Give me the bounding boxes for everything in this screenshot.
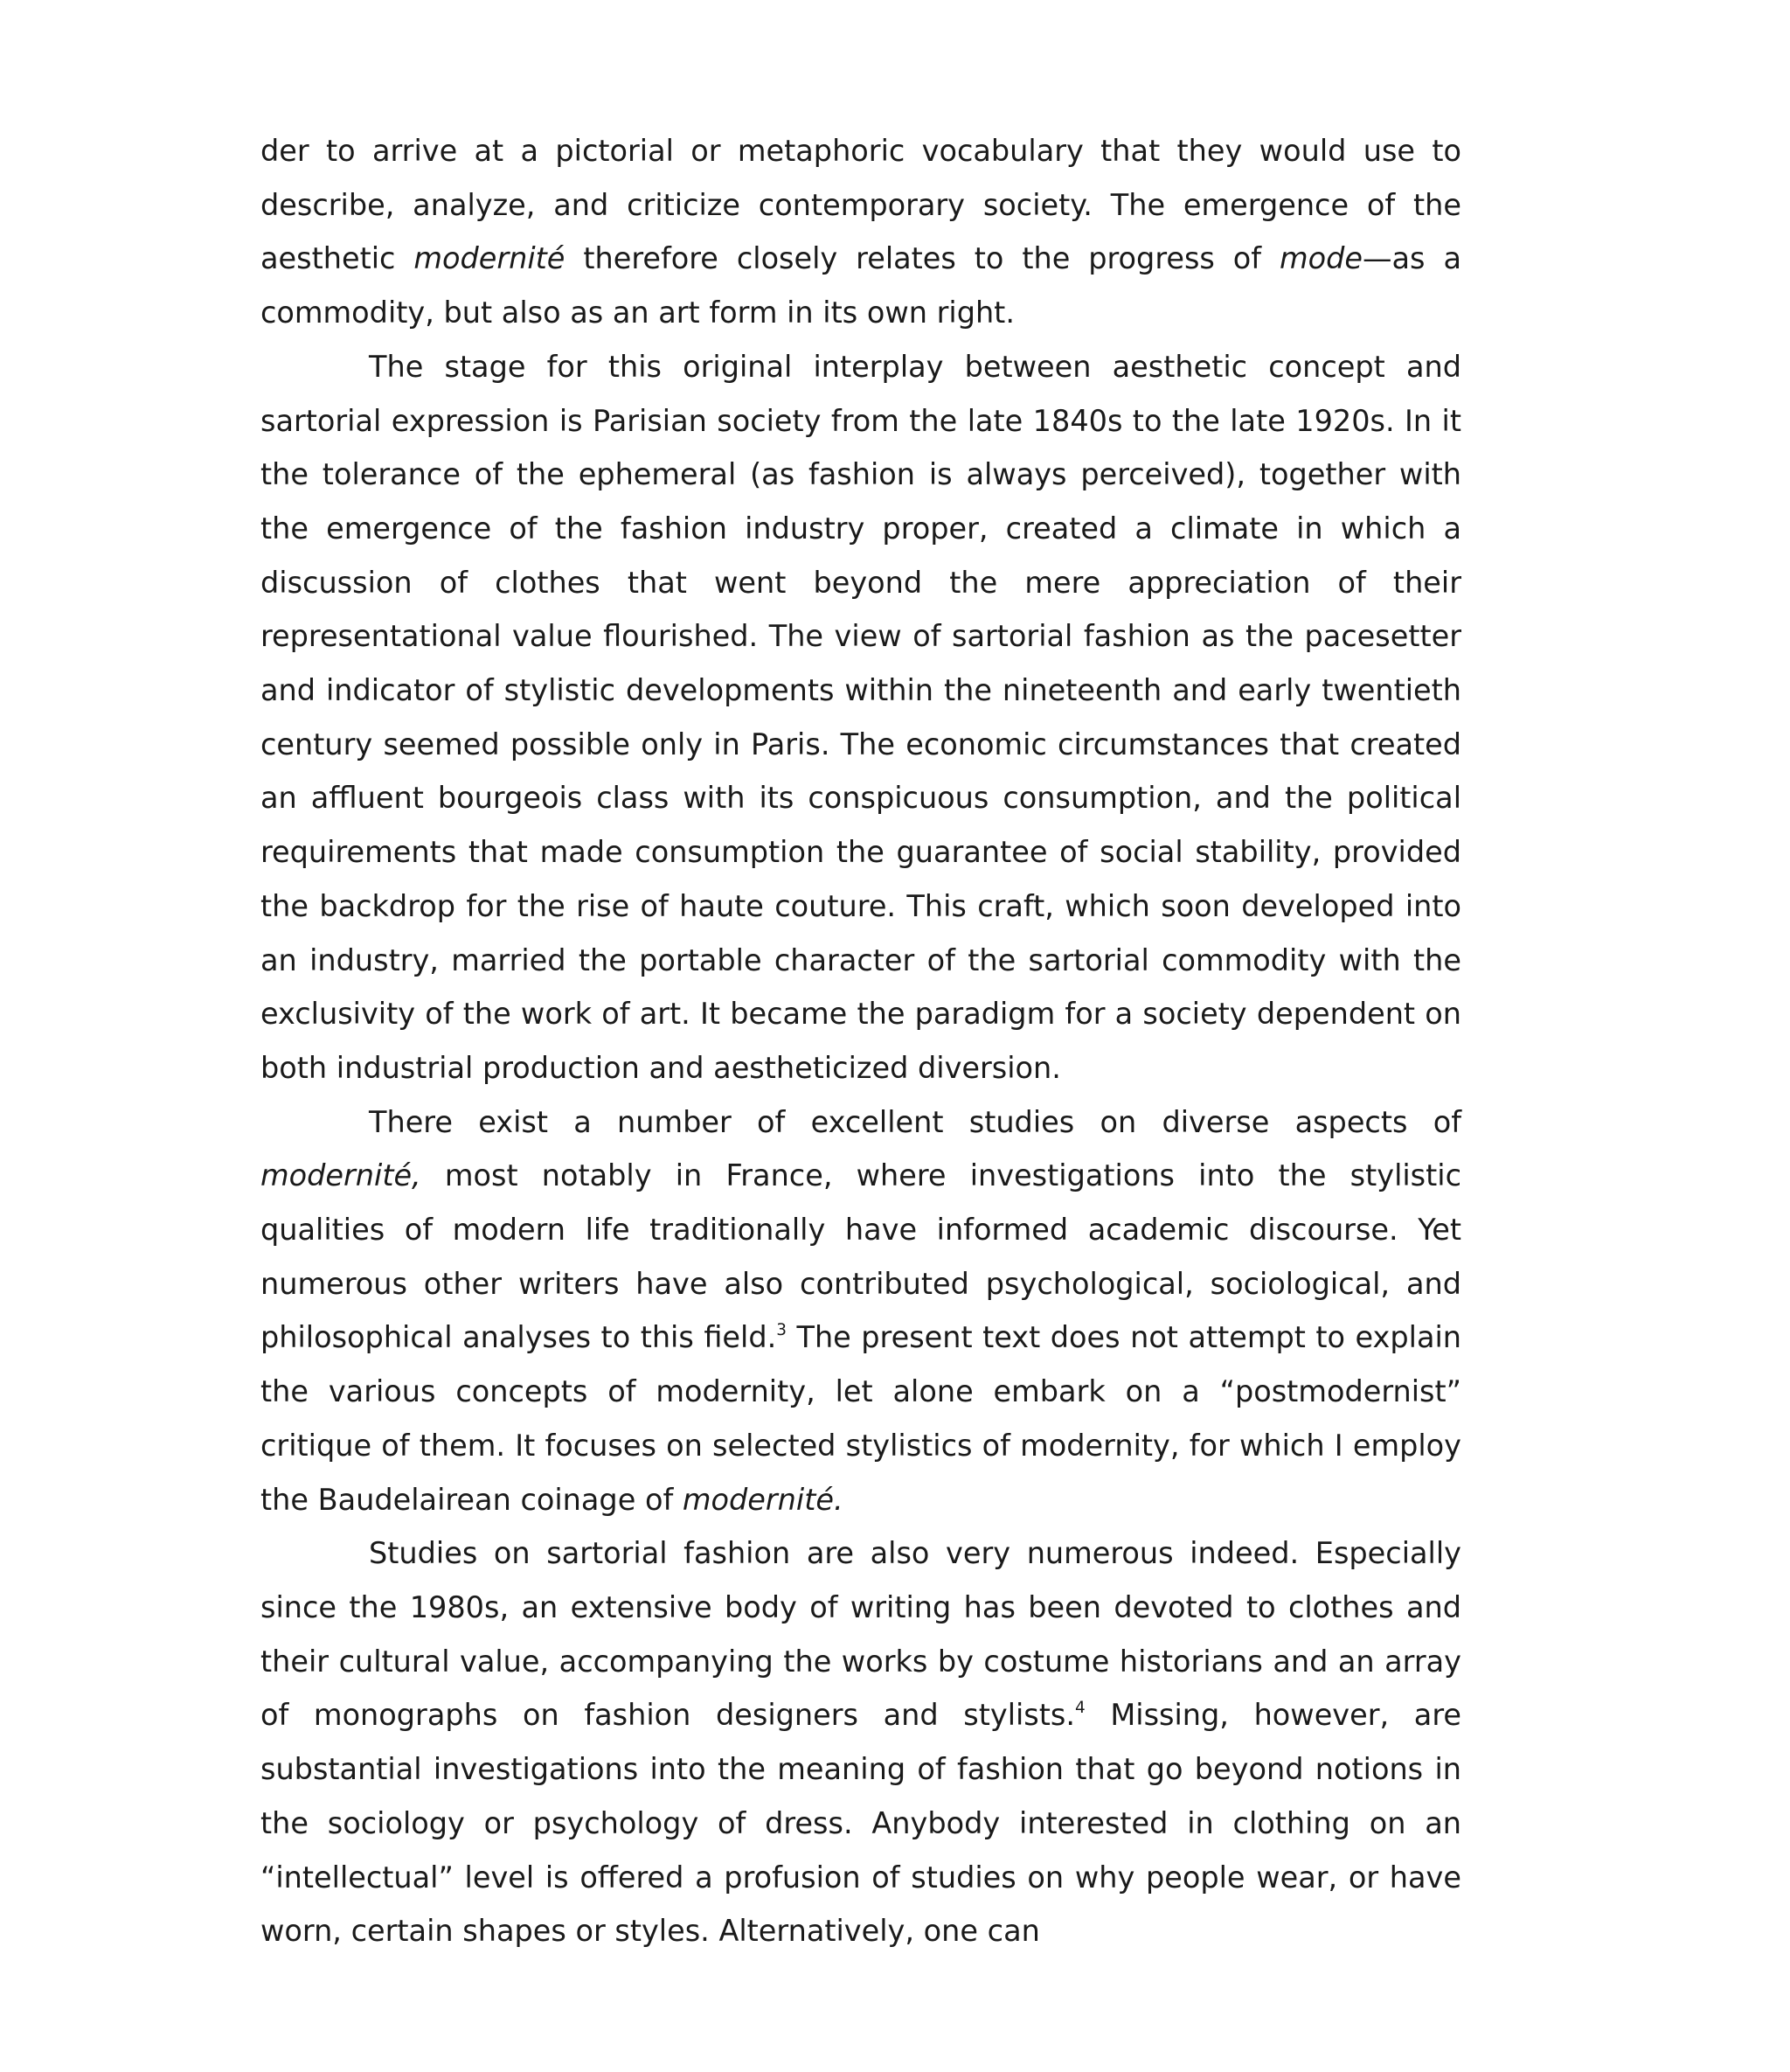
italic-term: mode	[1280, 241, 1363, 276]
paragraph-4	[260, 1526, 1461, 1958]
paragraph-3	[260, 1095, 1461, 1527]
text-run: Missing, however, are substantial investigations into the meaning of fashion that go beyond notions in the sociology or psychology of dress. Anybody interested in clothing on an “intellectual” level is offered a profusion of studies on why people wear, or have worn, certain shapes or styles. Alternatively, one can	[260, 1698, 1461, 1949]
text-run: The present text does not attempt to explain the various concepts of modernity, let alone embark on a “postmodernist” critique of them. It focuses on selected stylistics of modernity, for which I employ the Baudelairean coinage of	[260, 1320, 1462, 1517]
italic-term: modernité,	[260, 1158, 421, 1193]
text-run: der to arrive at a pictorial or metaphoric vocabulary that they would use to describe, analyze, and criticize contemporary society. The emergence of the aesthetic	[260, 134, 1461, 276]
text-run: Studies on sartorial fashion are also very numerous indeed. Especially since the 1980s, an extensive body of writing has been devoted to clothes and their cultural value, accompanying the works by costume historians and an array of monographs on fashion designers and stylists.	[260, 1536, 1461, 1733]
paragraph-1	[260, 124, 1461, 340]
text-run: therefore closely relates to the progress of	[565, 241, 1280, 276]
paragraph-2	[260, 340, 1461, 1095]
italic-term: modernité.	[682, 1482, 843, 1517]
text-run: The stage for this original interplay between aesthetic concept and sartorial expression is Parisian society from the late 1840s to the late 1920s. In it the tolerance of the ephemeral (as fashion is always perceived), together with the emergence of the fashion industry proper, created a climate in which a discussion of clothes that went beyond the mere appreciation of their representational value flourished. The view of sartorial fashion as the pacesetter and indicator of stylistic developments within the nineteenth and early twentieth century seemed possible only in Paris. The economic circumstances that created an affluent bourgeois class with its conspicuous consumption, and the political requirements that made consumption the guarantee of social stability, provided the backdrop for the rise of haute couture. This craft, which soon developed into an industry, married the portable character of the sartorial commodity with the exclusivity of the work of art. It became the paradigm for a society dependent on both industrial production and aestheticized diversion.	[260, 349, 1461, 1085]
text-run: There exist a number of excellent studies on diverse aspects of	[369, 1104, 1461, 1139]
text-run: —as a commodity, but also as an art form in its own right.	[260, 241, 1461, 330]
footnote-ref-3: 3	[776, 1321, 787, 1340]
italic-term: modernité	[413, 241, 565, 276]
footnote-ref-4: 4	[1075, 1699, 1086, 1718]
body-text	[260, 124, 1461, 1958]
text-run: most notably in France, where investigations into the stylistic qualities of modern life traditionally have informed academic discourse. Yet numerous other writers have also contributed psychological, sociological, and philosophical analyses to this field.	[260, 1158, 1461, 1355]
